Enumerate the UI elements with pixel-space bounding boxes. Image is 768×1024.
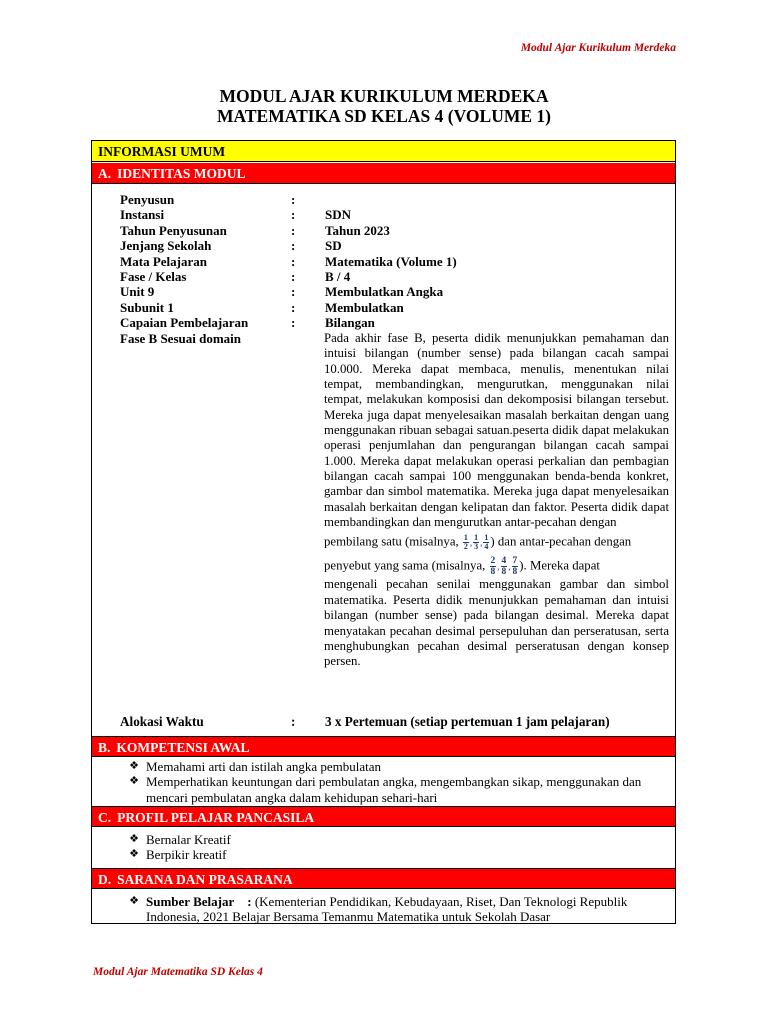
section-c-header xyxy=(92,806,675,827)
cp-text-3b: ). Mereka dapat xyxy=(519,558,600,573)
section-informasi-umum: INFORMASI UMUM xyxy=(92,141,675,162)
identitas-row xyxy=(120,223,670,238)
sumber-belajar-text: (Kementerian Pendidikan, Kebudayaan, Riset, Dan Teknologi Republik Indonesia, 2021 Belajar Bersama Temanmu Matematika untuk Sekolah Dasar xyxy=(146,894,628,925)
section-c-letter: C. xyxy=(98,810,112,825)
identitas-colon: : xyxy=(291,253,296,269)
identitas-row xyxy=(120,300,670,315)
list-item xyxy=(122,894,670,925)
module-info-table xyxy=(91,140,676,924)
identitas-colon: : xyxy=(291,284,296,300)
cp-line-fractions-2: penyebut yang sama (misalnya, $\frac{2}{8}$ , $\frac{4}{8}$ , $\frac{7}{8}$ ). Mereka dapat xyxy=(324,556,600,578)
identitas-label: Fase B Sesuai domain xyxy=(120,330,241,346)
identitas-row xyxy=(120,269,670,284)
alokasi-label: Alokasi Waktu xyxy=(120,714,204,729)
identitas-colon: : xyxy=(291,238,296,254)
identitas-row xyxy=(120,207,670,222)
identitas-value: B / 4 xyxy=(325,269,351,285)
fraction: $\frac{2}{8}$ xyxy=(490,556,496,578)
title-line-2: MATEMATIKA SD KELAS 4 (VOLUME 1) xyxy=(217,106,551,126)
sarana-colon: : xyxy=(247,894,252,909)
identitas-row xyxy=(120,284,670,299)
identitas-label: Penyusun xyxy=(120,192,175,207)
fraction: $\frac{1}{3}$ xyxy=(474,533,479,552)
section-d-label: SARANA DAN PRASARANA xyxy=(117,872,293,887)
running-footer: Modul Ajar Matematika SD Kelas 4 xyxy=(93,966,263,978)
fraction: $\frac{1}{4}$ xyxy=(484,533,489,552)
section-b-letter: B. xyxy=(98,740,111,755)
identitas-row xyxy=(120,714,670,730)
document-title xyxy=(0,86,768,126)
identitas-value: Membulatkan Angka xyxy=(325,284,444,300)
section-d-header xyxy=(92,868,675,889)
identitas-label: Fase / Kelas xyxy=(120,269,187,285)
identitas-value: Matematika (Volume 1) xyxy=(325,253,457,269)
capaian-pembelajaran-text xyxy=(324,331,669,670)
identitas-label: Tahun Penyusunan xyxy=(120,222,227,238)
section-a-header xyxy=(92,163,675,184)
identitas-colon: : xyxy=(291,269,296,285)
identitas-label: Unit 9 xyxy=(120,284,155,300)
cp-text-3a: penyebut yang sama (misalnya, xyxy=(324,558,486,573)
identitas-colon: : xyxy=(291,207,296,223)
identitas-value: Membulatkan xyxy=(325,299,404,315)
cp-line-fractions-1: pembilang satu (misalnya, $\frac{1}{2}$ , $\frac{1}{3}$ , $\frac{1}{4}$ ) dan antar-pecahan dengan xyxy=(324,533,632,552)
fraction: $\frac{4}{8}$ xyxy=(501,556,507,578)
sarana-list xyxy=(122,894,670,925)
identitas-value: Tahun 2023 xyxy=(325,222,390,238)
section-b-header xyxy=(92,736,675,757)
cp-text-2b: ) dan antar-pecahan dengan xyxy=(490,534,632,549)
bullet-icon: ❖ xyxy=(129,895,139,907)
identitas-row xyxy=(120,315,670,330)
list-item: ❖ Memperhatikan keuntungan dari pembulatan angka, mengembangkan sikap, menggunakan dan mencari pembulatan angka dalam kehidupan sehari-hari xyxy=(122,774,670,805)
identitas-rows xyxy=(120,192,670,346)
identitas-value: Bilangan xyxy=(325,315,375,331)
identitas-row xyxy=(120,254,670,269)
alokasi-waktu-row xyxy=(120,714,670,730)
sumber-belajar-label: Sumber Belajar xyxy=(146,894,235,909)
list-item: ❖ Bernalar Kreatif xyxy=(122,832,670,847)
cp-text-2a: pembilang satu (misalnya, xyxy=(324,534,459,549)
fraction: $\frac{1}{2}$ xyxy=(463,533,468,552)
profil-pancasila-list xyxy=(122,832,670,863)
title-line-1: MODUL AJAR KURIKULUM MERDEKA xyxy=(219,86,549,106)
list-item: ❖ Memahami arti dan istilah angka pembulatan xyxy=(122,759,670,774)
section-a-letter: A. xyxy=(98,166,112,181)
bullet-icon: ❖ xyxy=(129,775,139,788)
section-a-label: IDENTITAS MODUL xyxy=(117,166,246,181)
identitas-value: SD xyxy=(325,238,342,254)
kompetensi-awal-list xyxy=(122,759,670,805)
section-b-label: KOMPETENSI AWAL xyxy=(116,740,250,755)
alokasi-value: 3 x Pertemuan (setiap pertemuan 1 jam pelajaran) xyxy=(325,714,610,729)
bullet-icon: ❖ xyxy=(129,833,139,845)
identitas-label: Mata Pelajaran xyxy=(120,253,208,269)
bullet-icon: ❖ xyxy=(129,760,139,772)
identitas-row xyxy=(120,238,670,253)
identitas-label: Jenjang Sekolah xyxy=(120,238,212,254)
bullet-icon: ❖ xyxy=(129,848,139,861)
identitas-label: Subunit 1 xyxy=(120,299,174,315)
cp-paragraph-1: Pada akhir fase B, peserta didik menunjukkan pemahaman dan intuisi bilangan (number sense) pada bilangan cacah sampai 10.000. Mereka dapat membaca, menulis, menentukan nilai tempat, membandingkan, mengurutkan, menggunakan nilai tempat, melakukan komposisi dan dekomposisi bilangan tersebut. Mereka juga dapat menyelesaikan masalah berkaitan dengan uang menggunakan ribuan sebagai satuan.peserta didik dapat melakukan operasi penjumlahan dan pengurangan bilangan cacah sampai 1.000. Mereka dapat melakukan operasi perkalian dan pembagian bilangan cacah sampai 100 menggunakan benda-benda konkret, gambar dan simbol matematika. Mereka juga dapat menyelesaikan masalah berkaitan dengan kelipatan dan faktor. Peserta didik dapat membandingkan dan mengurutkan antar-pecahan dengan xyxy=(324,331,669,530)
identitas-colon: : xyxy=(291,299,296,315)
identitas-row xyxy=(120,192,670,207)
sarana-text xyxy=(146,894,670,925)
identitas-colon: : xyxy=(291,315,296,331)
section-c-label: PROFIL PELAJAR PANCASILA xyxy=(117,810,315,825)
identitas-colon: : xyxy=(291,222,296,238)
cp-paragraph-4: mengenali pecahan senilai menggunakan gambar dan simbol matematika. Peserta didik menunjukkan pemahaman dan intuisi bilangan (number sense) pada bilangan desimal. Mereka dapat menyatakan pecahan desimal persepuluhan dan perseratusan, serta menghubungkan pecahan desimal perseratusan dengan konsep persen. xyxy=(324,577,669,669)
identitas-colon: : xyxy=(291,192,296,207)
identitas-value: SDN xyxy=(325,207,352,223)
list-item: ❖ Berpikir kreatif xyxy=(122,847,670,862)
running-header: Modul Ajar Kurikulum Merdeka xyxy=(520,42,676,54)
identitas-value xyxy=(325,192,670,207)
section-d-letter: D. xyxy=(98,872,112,887)
identitas-colon: : xyxy=(291,714,296,729)
identitas-label: Instansi xyxy=(120,207,165,223)
identitas-label: Capaian Pembelajaran xyxy=(120,315,249,331)
fraction: $\frac{7}{8}$ xyxy=(512,556,518,578)
